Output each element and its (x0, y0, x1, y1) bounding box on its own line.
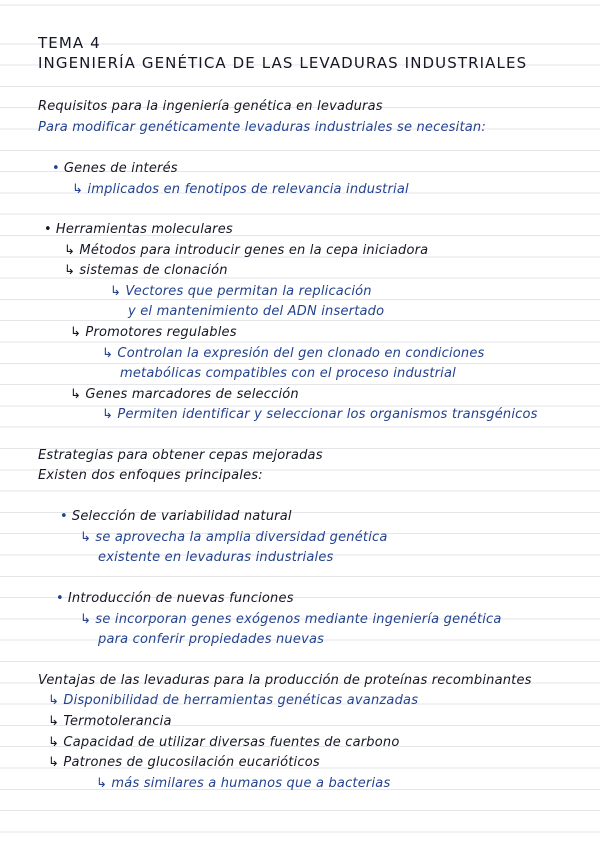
tools-methods: ↳ Métodos para introducir genes en la cepa iniciadora (64, 243, 429, 258)
topic-title: INGENIERÍA GENÉTICA DE LAS LEVADURAS INDUSTRIALES (38, 54, 528, 72)
natural-variability-detail-continued: existente en levaduras industriales (98, 550, 334, 565)
promoters-detail-continued: metabólicas compatibles con el proceso industrial (120, 366, 456, 381)
requirements-intro: Para modificar genéticamente levaduras industriales se necesitan: (38, 120, 486, 135)
strategies-intro: Existen dos enfoques principales: (38, 468, 263, 483)
new-functions-detail: ↳ se incorporan genes exógenos mediante ingeniería genética (80, 612, 502, 627)
advantage-thermotolerance: ↳ Termotolerancia (48, 714, 172, 729)
tools-cloning: ↳ sistemas de clonación (64, 263, 228, 278)
glycosylation-detail: ↳ más similares a humanos que a bacterias (96, 776, 391, 791)
advantage-genetic-tools: ↳ Disponibilidad de herramientas genéticas avanzadas (48, 693, 419, 708)
advantage-glycosylation: ↳ Patrones de glucosilación eucarióticos (48, 755, 320, 770)
advantage-carbon-sources: ↳ Capacidad de utilizar diversas fuentes de carbono (48, 735, 400, 750)
genes-detail: ↳ implicados en fenotipos de relevancia industrial (72, 182, 409, 197)
tools-vectors-continued: y el mantenimiento del ADN insertado (128, 304, 385, 319)
topic-number: TEMA 4 (38, 34, 101, 52)
promoters-label: ↳ Promotores regulables (70, 325, 237, 340)
section-heading-advantages: Ventajas de las levaduras para la producción de proteínas recombinantes (38, 673, 532, 688)
new-functions-detail-continued: para conferir propiedades nuevas (98, 632, 325, 647)
bullet-genes-of-interest: • Genes de interés (52, 161, 178, 176)
bullet-new-functions: • Introducción de nuevas funciones (56, 591, 294, 606)
section-heading-strategies: Estrategias para obtener cepas mejoradas (38, 448, 323, 463)
selection-markers-detail: ↳ Permiten identificar y seleccionar los organismos transgénicos (102, 407, 538, 422)
bullet-molecular-tools: • Herramientas moleculares (44, 222, 233, 237)
selection-markers-label: ↳ Genes marcadores de selección (70, 387, 299, 402)
natural-variability-detail: ↳ se aprovecha la amplia diversidad genética (80, 530, 388, 545)
tools-vectors: ↳ Vectores que permitan la replicación (110, 284, 372, 299)
bullet-natural-variability: • Selección de variabilidad natural (60, 509, 292, 524)
section-heading-requirements: Requisitos para la ingeniería genética en levaduras (38, 99, 383, 114)
promoters-detail: ↳ Controlan la expresión del gen clonado en condiciones (102, 346, 485, 361)
